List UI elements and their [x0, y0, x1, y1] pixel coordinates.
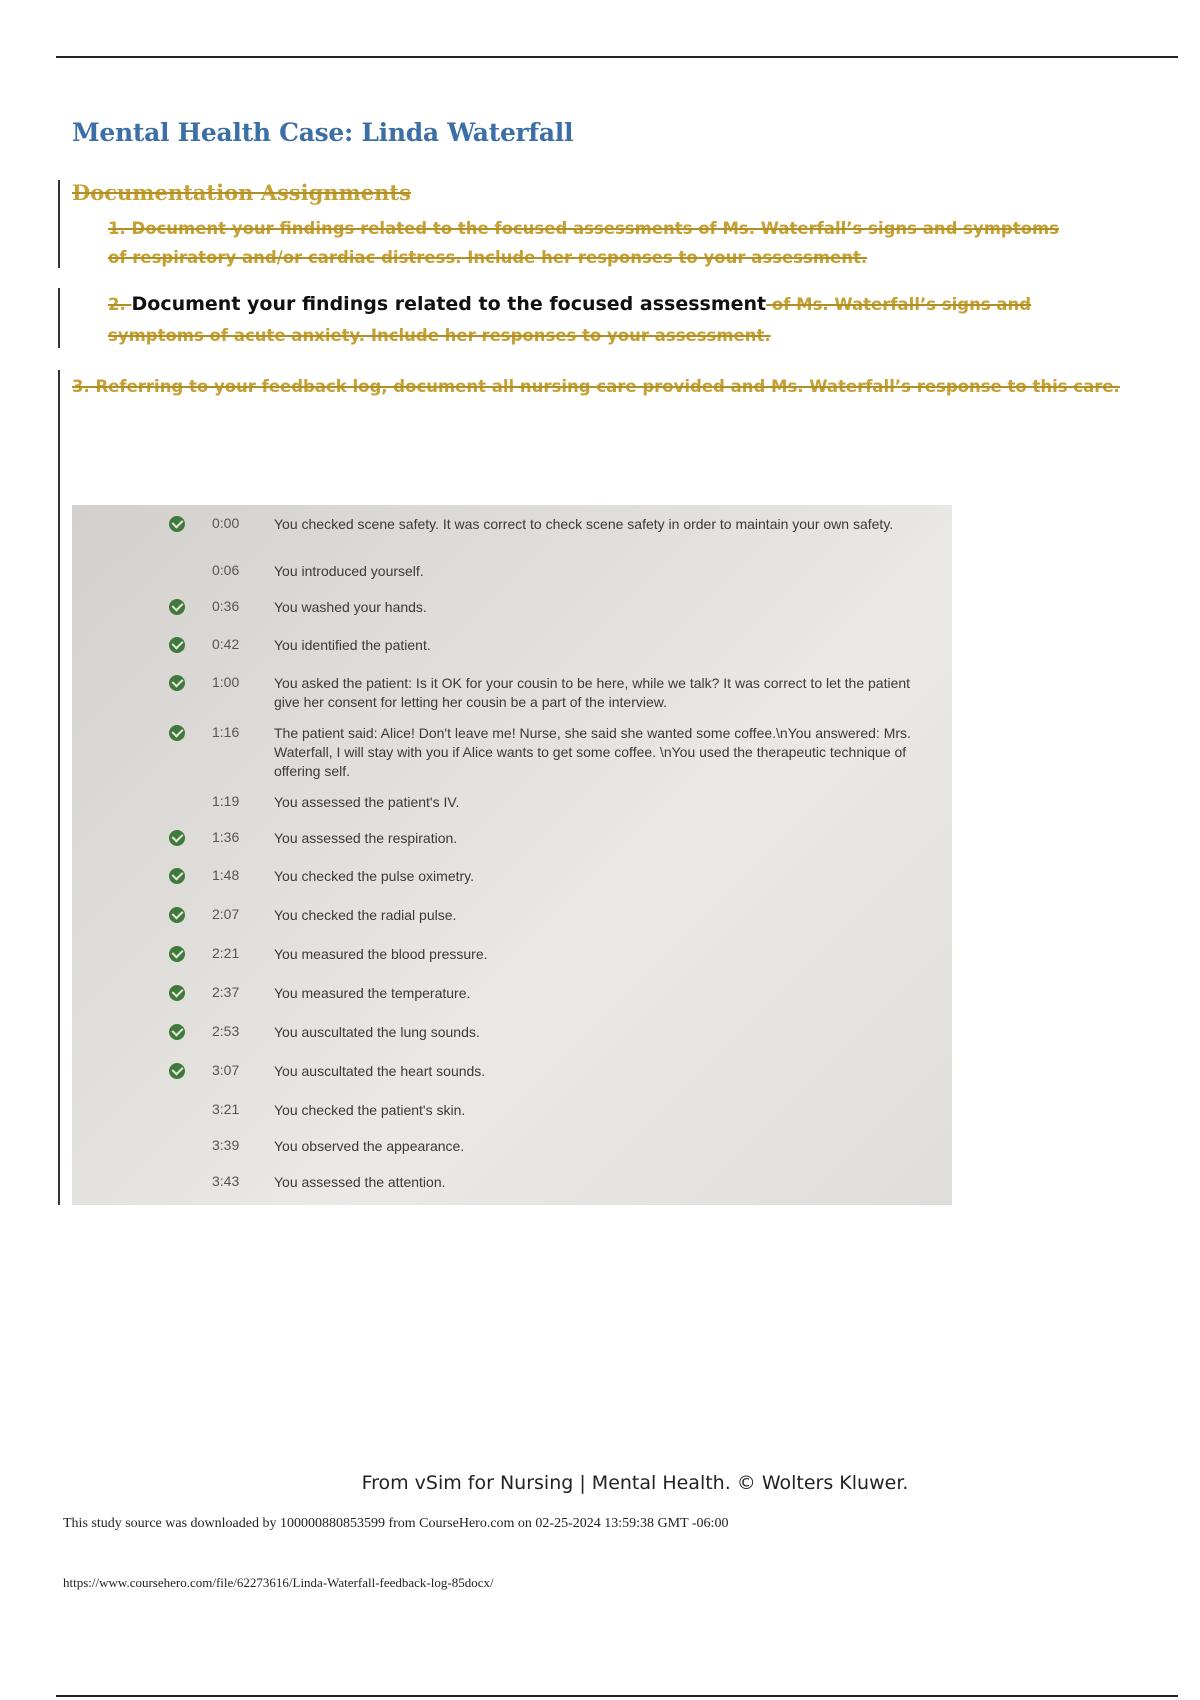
check-circle-icon — [169, 1063, 185, 1079]
log-entry-text: You assessed the attention. — [274, 1174, 446, 1190]
log-entry-text: You assessed the patient's IV. — [274, 794, 460, 810]
log-entry-text: You washed your hands. — [274, 599, 427, 615]
assignment-item-1: 1. Document your findings related to the focused assessments of Ms. Waterfall’s signs and symptoms of respiratory and/or cardiac distress. Include her responses to your assessment. — [108, 219, 1059, 267]
log-entry-time: 2:21 — [212, 945, 240, 961]
check-circle-icon — [169, 946, 185, 962]
log-entry-time: 1:00 — [212, 674, 240, 690]
log-entry-text: You checked scene safety. It was correct to check scene safety in order to maintain your own safety. — [274, 516, 894, 532]
check-circle-icon — [169, 1024, 185, 1040]
check-circle-icon — [169, 599, 185, 615]
log-entry-text: You measured the temperature. — [274, 985, 471, 1001]
log-entry-time: 1:16 — [212, 724, 240, 740]
log-entry-text: You measured the blood pressure. — [274, 946, 488, 962]
check-circle-icon — [169, 907, 185, 923]
log-entry-time: 2:53 — [212, 1023, 240, 1039]
log-entry-time: 1:36 — [212, 829, 240, 845]
check-circle-icon — [169, 830, 185, 846]
check-circle-icon — [169, 868, 185, 884]
log-entry-time: 3:39 — [212, 1137, 240, 1153]
log-entry-text: You observed the appearance. — [274, 1138, 465, 1154]
assignment-item-3: 3. Referring to your feedback log, document all nursing care provided and Ms. Waterfall’s response to this care. — [72, 377, 1120, 396]
image-caption: From vSim for Nursing | Mental Health. © Wolters Kluwer. — [361, 1472, 909, 1494]
feedback-log-screenshot — [72, 505, 952, 1205]
log-entry-text: You auscultated the lung sounds. — [274, 1024, 480, 1040]
log-entry-time: 3:07 — [212, 1062, 240, 1078]
check-circle-icon — [169, 725, 185, 741]
log-entry-text: You checked the patient's skin. — [274, 1102, 466, 1118]
log-entry-time: 2:07 — [212, 906, 240, 922]
log-entry-time: 1:19 — [212, 793, 240, 809]
item2-number: 2. — [108, 295, 132, 314]
item2-kept-text: Document your findings related to the focused assessment — [131, 293, 767, 315]
log-entry-time: 3:43 — [212, 1173, 240, 1189]
log-entry-time: 2:37 — [212, 984, 240, 1000]
log-entry-time: 3:21 — [212, 1101, 240, 1117]
log-entry-time: 0:00 — [212, 515, 240, 531]
log-entry-text: You auscultated the heart sounds. — [274, 1063, 486, 1079]
assignment-item-2 — [108, 289, 1118, 351]
change-bar — [58, 288, 60, 348]
log-entry-text: You asked the patient: Is it OK for your cousin to be here, while we talk? It was correct to let the patient give her consent for letting her cousin be a part of the interview. — [274, 675, 911, 710]
check-circle-icon — [169, 985, 185, 1001]
assignments-heading: Documentation Assignments — [72, 180, 411, 205]
change-bar — [58, 180, 60, 268]
log-entry-time: 0:06 — [212, 562, 240, 578]
source-url: https://www.coursehero.com/file/62273616/Linda-Waterfall-feedback-log-85docx/ — [63, 1575, 494, 1590]
log-entry-text: You assessed the respiration. — [274, 830, 458, 846]
log-entry-text: You checked the pulse oximetry. — [274, 868, 475, 884]
log-entry-text: The patient said: Alice! Don't leave me! Nurse, she said she wanted some coffee.\nYou answered: Mrs. Waterfall, I will stay with you if Alice wants to get some coffee. \nYou used the therapeutic technique of offering self. — [274, 725, 911, 779]
log-entry-time: 0:42 — [212, 636, 240, 652]
bottom-rule — [56, 1695, 1178, 1697]
check-circle-icon — [169, 637, 185, 653]
log-entry-text: You checked the radial pulse. — [274, 907, 457, 923]
log-entry-text: You identified the patient. — [274, 637, 431, 653]
change-bar — [58, 370, 60, 1205]
page-title: Mental Health Case: Linda Waterfall — [72, 118, 574, 147]
top-rule — [56, 56, 1178, 58]
log-entry-time: 0:36 — [212, 598, 240, 614]
log-entry-text: You introduced yourself. — [274, 563, 424, 579]
source-note: This study source was downloaded by 100000880853599 from CourseHero.com on 02-25-2024 13:59:38 GMT -06:00 — [63, 1516, 729, 1531]
log-entry-time: 1:48 — [212, 867, 240, 883]
check-circle-icon — [169, 675, 185, 691]
item2-struck-text: of Ms. Waterfall’s signs and symptoms of acute anxiety. Include her responses to your assessment. — [108, 295, 1032, 345]
check-circle-icon — [169, 516, 185, 532]
